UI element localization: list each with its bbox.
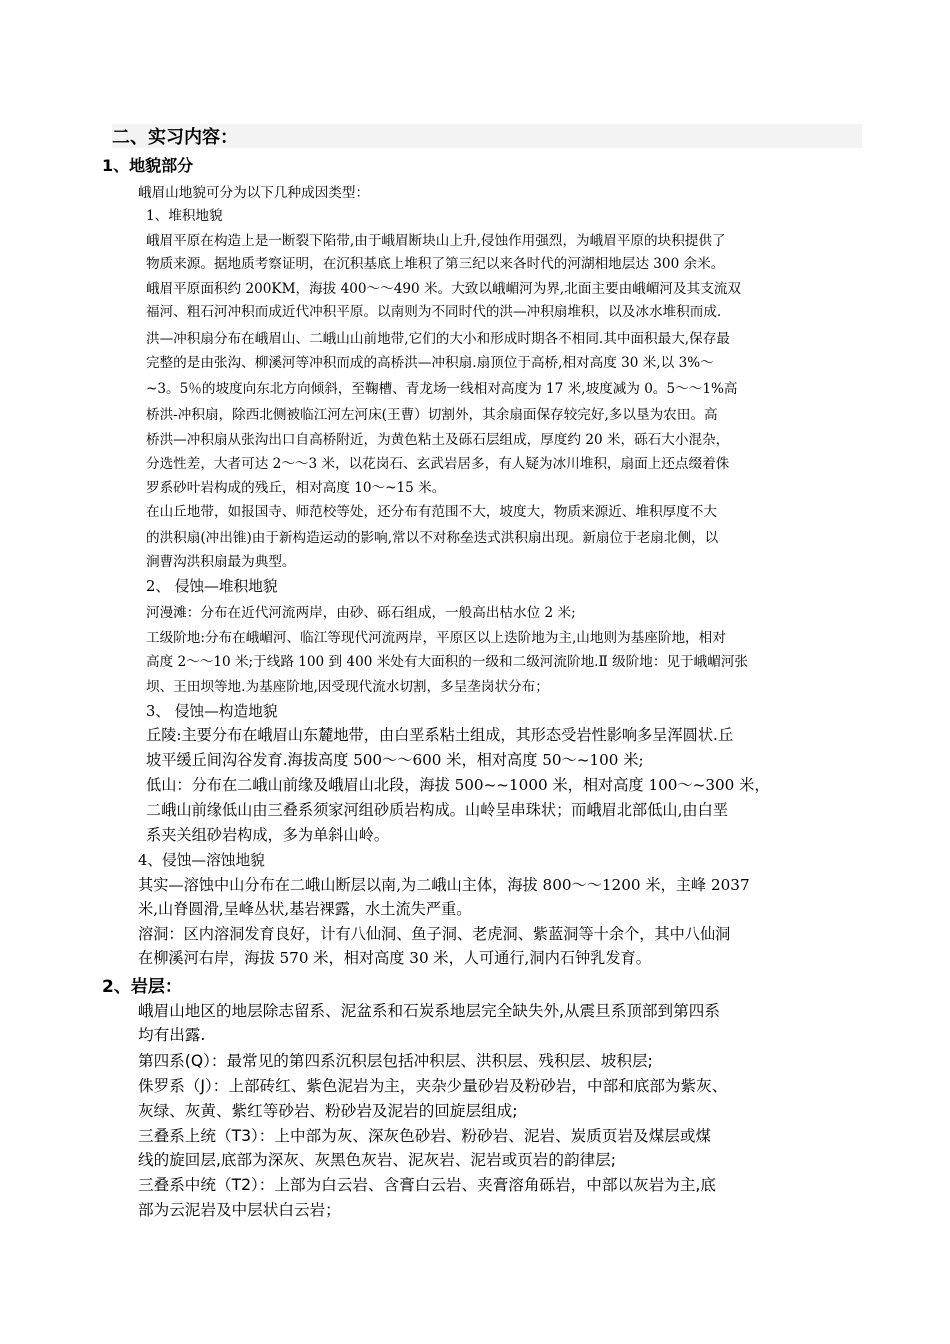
paragraph-line: 在山丘地带，如报国寺、师范校等处，还分布有范围不大，坡度大，物质来源近、堆积厚度不大 (146, 504, 717, 520)
landform-intro: 峨眉山地貌可分为以下几种成因类型： (138, 185, 370, 201)
strata-heading: 2、岩层： (102, 977, 182, 997)
paragraph-line: 峨眉山地区的地层除志留系、泥盆系和石炭系地层完全缺失外,从震旦系顶部到第四系 (138, 1002, 720, 1020)
paragraph-line: 桥洪—冲积扇从张沟出口自高桥附近，为黄色粘土及砾石层组成，厚度约 20 米，砾石大小混杂， (146, 432, 730, 448)
paragraph-line: 第四系(Q）：最常见的第四系沉积层包括冲积层、洪积层、残积层、坡积层; (138, 1052, 653, 1070)
paragraph-line: 部为云泥岩及中层状白云岩； (138, 1201, 341, 1219)
subsection-title-4: 4、侵蚀—溶蚀地貌 (138, 852, 265, 869)
paragraph-line: 峨眉平原面积约 200KM，海拔 400～～490 米。大致以峨嵋河为界,北面主要由峨嵋河及其支流双 (146, 281, 741, 297)
landform-heading: 1、地貌部分 (102, 156, 194, 175)
subsection-title-2: 2、 侵蚀—堆积地貌 (146, 578, 278, 595)
paragraph-line: 物质来源。据地质考察证明，在沉积基底上堆积了第三纪以来各时代的河湖相地层达 300 余米。 (146, 256, 725, 272)
paragraph-line: 涧曹沟洪积扇最为典型。 (146, 554, 296, 570)
paragraph-line: 的洪积扇(冲出锥)由于新构造运动的影响,常以不对称垒迭式洪积扇出现。新扇位于老扇北侧，以 (146, 530, 719, 546)
paragraph-line: 工级阶地:分布在峨嵋河、临江等现代河流两岸，平原区以上迭阶地为主,山地则为基座阶地，相对 (146, 630, 726, 646)
paragraph-line: 坡平缓丘间沟谷发育.海拔高度 500～～600 米，相对高度 50～~100 米; (146, 751, 644, 769)
paragraph-line: 三叠系中统（T2）：上部为白云岩、含膏白云岩、夹膏溶角砾岩，中部以灰岩为主,底 (138, 1176, 716, 1194)
paragraph-line: 线的旋回层,底部为深灰、灰黑色灰岩、泥灰岩、泥岩或页岩的韵律层; (138, 1151, 617, 1169)
paragraph-line: ~3。5％的坡度向东北方向倾斜，至鞠槽、青龙场一线相对高度为 17 米,坡度减为 0。5～～1%高 (146, 381, 738, 397)
paragraph-line: 溶洞：区内溶洞发育良好，计有八仙洞、鱼子洞、老虎洞、紫蓝洞等十余个，其中八仙洞 (138, 925, 731, 943)
paragraph-line: 系夹关组砂岩构成，多为单斜山岭。 (146, 826, 389, 844)
paragraph-line: 均有出露. (138, 1026, 206, 1044)
paragraph-line: 罗系砂叶岩构成的残丘，相对高度 10～~15 米。 (146, 480, 446, 496)
paragraph-line: 峨眉平原在构造上是一断裂下陷带,由于峨眉断块山上升,侵蚀作用强烈，为峨眉平原的块积提供了 (146, 233, 726, 249)
paragraph-line: 三叠系上统（T3）：上中部为灰、深灰色砂岩、粉砂岩、泥岩、炭质页岩及煤层或煤 (138, 1127, 712, 1145)
paragraph-line: 洪—冲积扇分布在峨眉山、二峨山山前地带,它们的大小和形成时期各不相同.其中面积最大,保存最 (146, 331, 730, 347)
paragraph-line: 福河、粗石河冲积而成近代冲积平原。以南则为不同时代的洪—冲积扇堆积，以及冰水堆积而成. (146, 304, 722, 320)
section-title: 二、实习内容： (112, 127, 238, 148)
paragraph-line: 灰绿、灰黄、紫红等砂岩、粉砂岩及泥岩的回旋层组成; (138, 1102, 518, 1120)
subsection-title-3: 3、 侵蚀—构造地貌 (146, 703, 278, 720)
paragraph-line: 丘陵:主要分布在峨眉山东麓地带，由白垩系粘土组成，其形态受岩性影响多呈浑圆状.丘 (146, 726, 734, 744)
paragraph-line: 坝、王田坝等地.为基座阶地,因受现代流水切割，多呈垄岗状分布； (146, 679, 549, 695)
paragraph-line: 桥洪-冲积扇，除西北侧被临江河左河床(王曹）切割外，其余扇面保存较完好,多以垦为农田。高 (146, 407, 718, 423)
paragraph-line: 其实—溶蚀中山分布在二峨山断层以南,为二峨山主体，海拔 800～～1200 米，主峰 2037 (138, 876, 750, 894)
subsection-title-1: 1、堆积地貌 (146, 208, 223, 224)
paragraph-line: 分选性差，大者可达 2～～3 米，以花岗石、玄武岩居多，有人疑为冰川堆积，扇面上还点缀着侏 (146, 456, 730, 472)
paragraph-line: 在柳溪河右岸，海拔 570 米，相对高度 30 米，人可通行,洞内石钟乳发育。 (138, 949, 651, 967)
paragraph-line: 低山：分布在二峨山前缘及峨眉山北段，海拔 500~~1000 米，相对高度 100～~300 米， (146, 776, 770, 794)
paragraph-line: 侏罗系（J）：上部砖红、紫色泥岩为主，夹杂少量砂岩及粉砂岩，中部和底部为紫灰、 (138, 1077, 728, 1095)
paragraph-line: 完整的是由张沟、柳溪河等冲积而成的高桥洪—冲积扇.扇顶位于高桥,相对高度 30 米,以 3%～ (146, 355, 714, 371)
paragraph-line: 二峨山前缘低山由三叠系须家河组砂质岩构成。山岭呈串珠状；而峨眉北部低山,由白垩 (146, 801, 728, 819)
paragraph-line: 河漫滩：分布在近代河流两岸，由砂、砾石组成，一般高出枯水位 2 米; (146, 605, 576, 621)
paragraph-line: 米,山脊圆滑,呈峰丛状,基岩裸露，水土流失严重。 (138, 900, 472, 918)
paragraph-line: 高度 2～～10 米;于线路 100 到 400 米处有大面积的一级和二级河流阶地.Ⅱ 级阶地：见于峨嵋河张 (146, 654, 749, 670)
